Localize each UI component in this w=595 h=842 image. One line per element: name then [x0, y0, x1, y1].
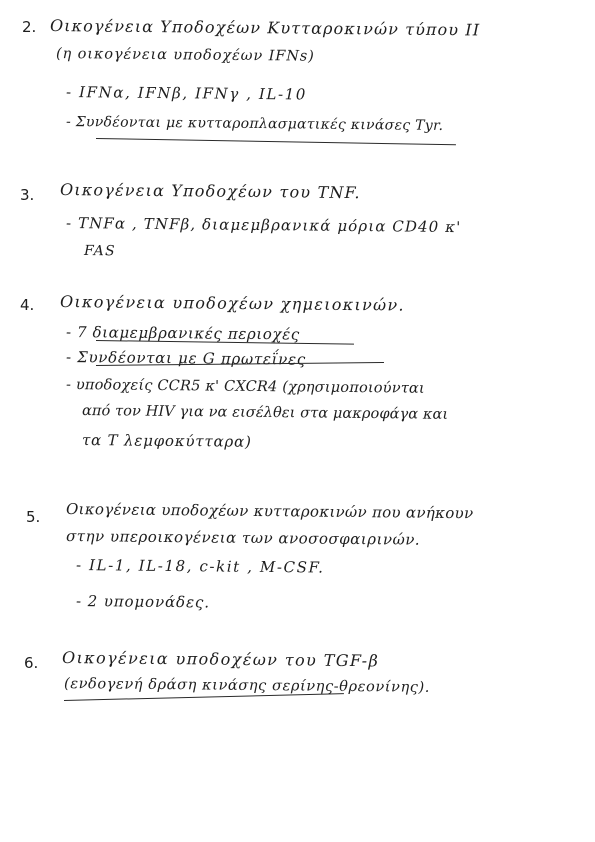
section-3-item-2: FAS: [83, 243, 116, 260]
section-3-title: Οικογένεια Υποδοχέων του TNF.: [59, 180, 361, 203]
section-6-subtitle-underline: [64, 693, 344, 701]
section-4-number: 4.: [20, 296, 35, 314]
section-4-item-5: τα Τ λεμφοκύτταρα): [81, 431, 252, 451]
section-2-item-2-underline: [96, 138, 456, 145]
section-4-item-3: - υποδοχείς CCR5 κ' CXCR4 (χρησιμοποιούνται: [65, 377, 425, 397]
section-5-subtitle: στην υπεροικογένεια των ανοσοσφαιρινών.: [65, 527, 421, 549]
section-6-subtitle: (ενδογενή δράση κινάσης σερίνης-θρεονίνης).: [63, 676, 431, 696]
section-2-subtitle: (η οικογένεια υποδοχέων IFNs): [55, 46, 315, 65]
section-5-title: Οικογένεια υποδοχέων κυτταροκινών που ανήκουν: [65, 500, 474, 523]
section-5-number: 5.: [26, 508, 41, 526]
section-4-item-4: από τον HIV για να εισέλθει στα μακροφάγα και: [81, 403, 449, 423]
section-2-title: Οικογένεια Υποδοχέων Κυτταροκινών τύπου ΙΙ: [49, 16, 481, 40]
section-6-title: Οικογένεια υποδοχέων του TGF-β: [61, 648, 380, 671]
section-3-number: 3.: [20, 186, 35, 204]
section-2-item-2: - Συνδέονται με κυτταροπλασματικές κινάσες Tyr.: [65, 114, 444, 134]
section-4-item-2: - Συνδέονται με G πρωτεΐνες: [65, 348, 307, 369]
section-4-item-1: - 7 διαμεμβρανικές περιοχές: [65, 323, 300, 344]
section-5-item-1: - IL-1, IL-18, c-kit , M-CSF.: [75, 556, 325, 577]
section-3-item-1: - TNFα , TNFβ, διαμεμβρανικά μόρια CD40 κ': [65, 214, 462, 237]
section-2-number: 2.: [22, 18, 37, 36]
section-5-item-2: - 2 υπομονάδες.: [75, 592, 211, 612]
section-4-title: Οικογένεια υποδοχέων χημειοκινών.: [59, 292, 405, 315]
section-6-number: 6.: [24, 654, 39, 672]
section-2-item-1: - IFNα, IFNβ, IFNγ , IL-10: [65, 83, 308, 104]
